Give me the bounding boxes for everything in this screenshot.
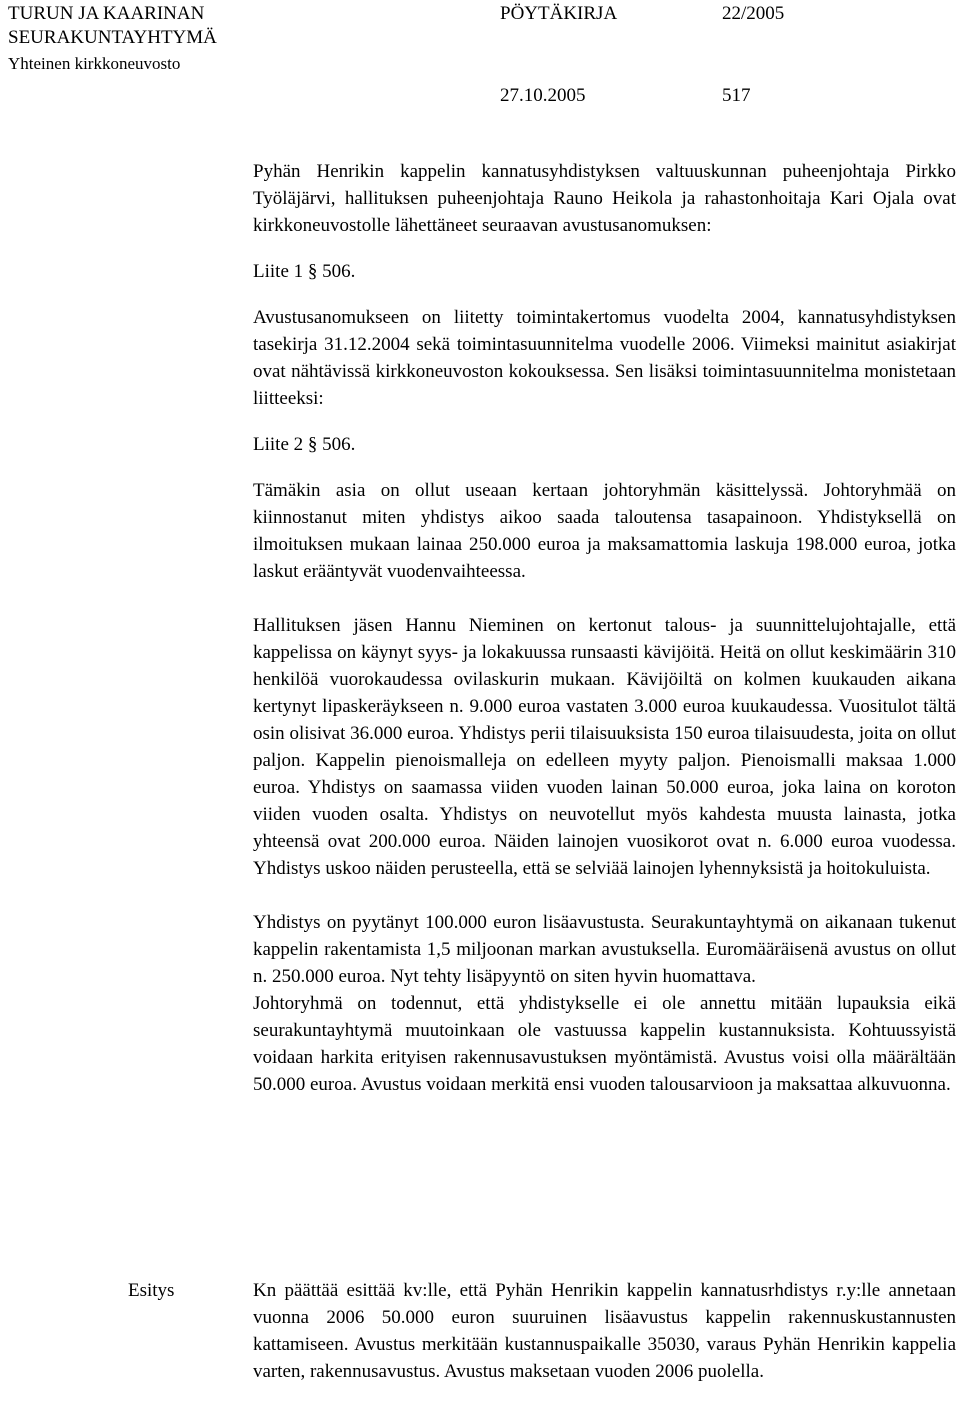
paragraph-attachments: Avustusanomukseen on liitetty toimintakertomus vuodelta 2004, kannatusyhdistyksen tasekirja 31.12.2004 sekä toimintasuunnitelma vuodelle 2006. Viimeksi mainitut asiakirjat ovat nähtävissä kirkkoneuvoston kokouksessa. Sen lisäksi toimintasuunnitelma monistetaan liitteeksi: xyxy=(253,307,956,409)
document-type: PÖYTÄKIRJA xyxy=(500,3,618,24)
paragraph-visitors-income: Hallituksen jäsen Hannu Nieminen on kertonut talous- ja suunnittelujohtajalle, että kappelissa on käynyt syys- ja lokakuussa runsaasti kävijöitä. Heitä on ollut keskimäärin 310 henkilöä vuorokaudessa ovilaskurin mukaan. Kävijöiltä on kolmen kuukauden aikana kertynyt lipaskeräykseen n. 9.000 euroa vastaten 3.000 euroa kuukaudessa. Vuositulot tältä osin olisivat 36.000 euroa. Yhdistys perii tilaisuuksista 150 euroa tilaisuudesta, joita on ollut paljon. Kappelin pienoismalleja on edelleen myyty paljon. Pienoismalli maksaa 1.000 euroa. Yhdistys on saamassa viiden vuoden lainan 50.000 euroa, joka laina on koroton viiden vuoden osalta. Yhdistys on neuvotellut myös kahdesta muusta lainasta, jotka yhteensä ovat 200.000 euroa. Näiden lainojen vuosikorot ovat n. 6.000 euroa vuodessa. Yhdistys uskoo näiden perusteella, että se selviää lainojen lyhennyksistä ja hoitokuluista. xyxy=(253,615,956,879)
paragraph-additional-grant-request: Yhdistys on pyytänyt 100.000 euron lisäavustusta. Seurakuntayhtymä on aikanaan tukenut kappelin rakentamista 1,5 miljoonan markan avustuksella. Euromääräisenä avustus on ollut n. 250.000 euroa. Nyt tehty lisäpyyntö on siten hyvin huomattava. xyxy=(253,912,956,987)
paragraph-finances: Tämäkin asia on ollut useaan kertaan johtoryhmän käsittelyssä. Johtoryhmää on kiinnostanut miten yhdistys aikoo saada taloutensa tasapainoon. Yhdistyksellä on ilmoituksen mukaan lainaa 250.000 euroa ja maksamattomia laskuja 198.000 euroa, jotka laskut erääntyvät vuodenvaihteessa. xyxy=(253,480,956,582)
attachment-reference-1: Liite 1 § 506. xyxy=(253,261,356,282)
governing-body-name: Yhteinen kirkkoneuvosto xyxy=(8,54,181,73)
paragraph-request-intro: Pyhän Henrikin kappelin kannatusyhdistyksen valtuuskunnan puheenjohtaja Pirkko Työläjärvi, hallituksen puheenjohtaja Rauno Heikola ja rahastonhoitaja Kari Ojala ovat kirkkoneuvostolle lähettäneet seuraavan avustusanomuksen: xyxy=(253,161,956,236)
meeting-date: 27.10.2005 xyxy=(500,85,586,106)
document-body xyxy=(253,158,956,1098)
proposal-label: Esitys xyxy=(128,1280,175,1301)
document-number: 22/2005 xyxy=(722,3,785,24)
paragraph-management-view: Johtoryhmä on todennut, että yhdistykselle ei ole annettu mitään lupauksia eikä seurakuntayhtymä muutoinkaan ole vastuussa kappelin kustannuksista. Kohtuussyistä voidaan harkita erityisen rakennusavustuksen myöntämistä. Avustus voisi olla määrältään 50.000 euroa. Avustus voidaan merkitä ensi vuoden talousarvioon ja maksattaa alkuvuonna. xyxy=(253,993,956,1095)
attachment-reference-2: Liite 2 § 506. xyxy=(253,434,356,455)
proposal-text: Kn päättää esittää kv:lle, että Pyhän Henrikin kappelin kannatusrhdistys r.y:lle annetaan vuonna 2006 50.000 euron suuruinen lisäavustus kappelin rakennuskustannusten kattamiseen. Avustus merkitään kustannuspaikalle 35030, varaus Pyhän Henrikin kappelia varten, rakennusavustus. Avustus maksetaan vuoden 2006 puolella. xyxy=(253,1280,956,1382)
organization-name-line2: SEURAKUNTAYHTYMÄ xyxy=(8,27,217,48)
page-number: 517 xyxy=(722,85,751,106)
organization-name-line1: TURUN JA KAARINAN xyxy=(8,3,205,24)
